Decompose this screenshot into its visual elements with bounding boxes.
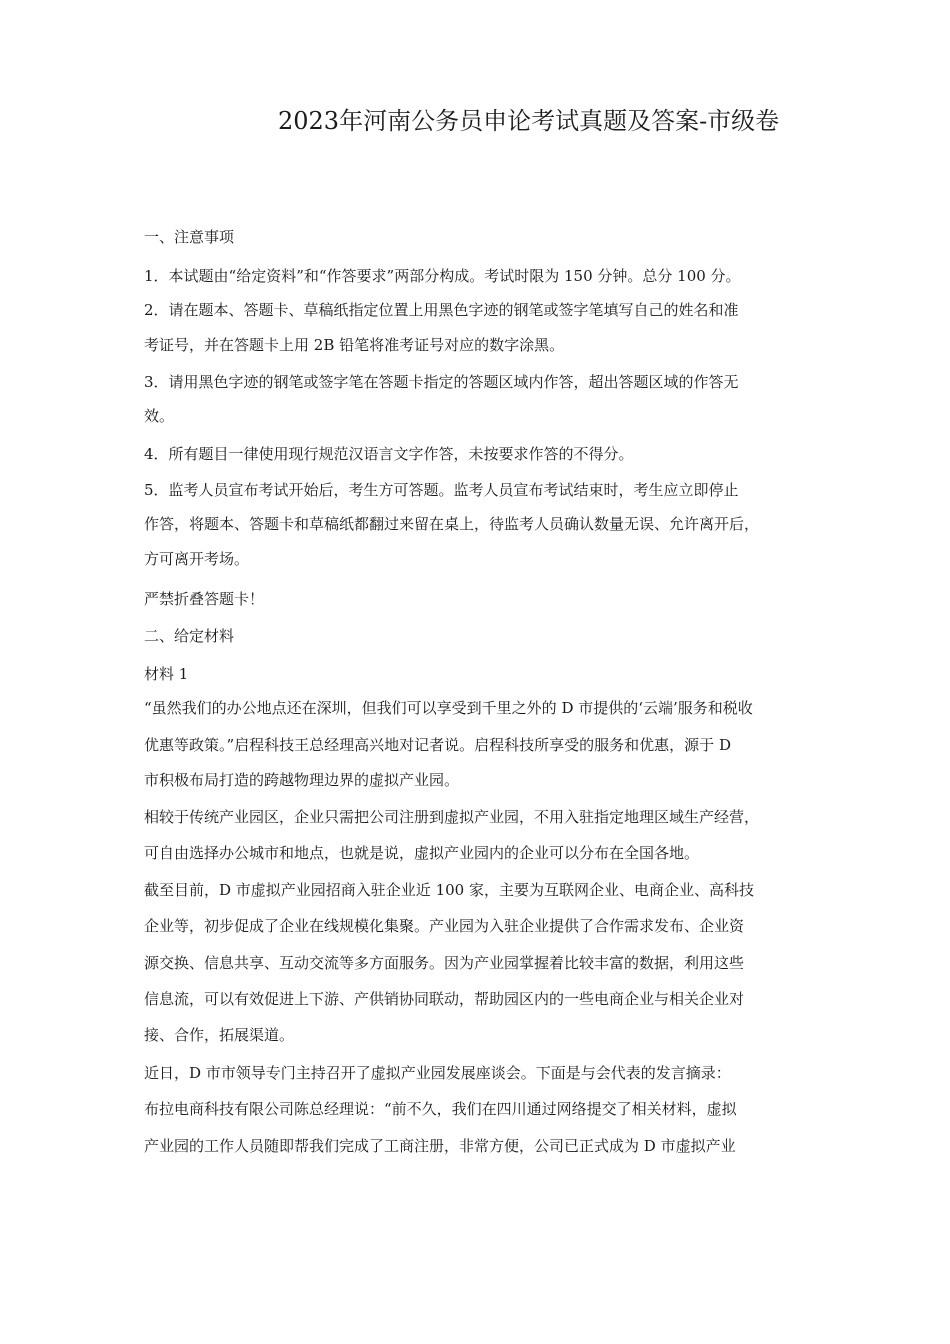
paragraph-line: 接、合作，拓展渠道。 — [144, 1026, 295, 1044]
paragraph-line: 布拉电商科技有限公司陈总经理说：“前不久，我们在四川通过网络提交了相关材料，虚拟 — [144, 1100, 737, 1118]
notice-item-3: 3．请用黑色字迹的钢笔或签字笔在答题卡指定的答题区域内作答，超出答题区域的作答无 — [144, 373, 739, 391]
paragraph-line: 相较于传统产业园区，企业只需把公司注册到虚拟产业园，不用入驻指定地理区域生产经营， — [144, 808, 760, 826]
notice-item-5-continued: 作答，将题本、答题卡和草稿纸都翻过来留在桌上，待监考人员确认数量无误、允许离开后， — [144, 515, 760, 533]
notice-item-5-end: 方可离开考场。 — [144, 550, 250, 568]
paragraph-line: 企业等，初步促成了企业在线规模化集聚。产业园为入驻企业提供了合作需求发布、企业资 — [144, 917, 745, 935]
paragraph-line: 信息流，可以有效促进上下游、产供销协同联动，帮助园区内的一些电商企业与相关企业对 — [144, 990, 745, 1008]
notice-item-1: 1．本试题由“给定资料”和“作答要求”两部分构成。考试时限为 150 分钟。总分 100 分。 — [144, 267, 741, 285]
section-heading-materials: 二、给定材料 — [144, 627, 235, 645]
notice-item-3-continued: 效。 — [144, 407, 175, 425]
paragraph-line: 产业园的工作人员随即帮我们完成了工商注册，非常方便，公司已正式成为 D 市虚拟产业 — [144, 1137, 736, 1155]
paragraph-line: 源交换、信息共享、互动交流等多方面服务。因为产业园掌握着比较丰富的数据，利用这些 — [144, 954, 745, 972]
warning-no-fold: 严禁折叠答题卡！ — [144, 590, 265, 608]
paragraph-line: 市积极布局打造的跨越物理边界的虚拟产业园。 — [144, 771, 460, 789]
paragraph-line: 近日，D 市市领导专门主持召开了虚拟产业园发展座谈会。下面是与会代表的发言摘录： — [144, 1064, 731, 1082]
notice-item-5: 5．监考人员宣布考试开始后，考生方可答题。监考人员宣布考试结束时，考生应立即停止 — [144, 481, 739, 499]
paragraph-line: 可自由选择办公城市和地点，也就是说，虚拟产业园内的企业可以分布在全国各地。 — [144, 844, 700, 862]
notice-item-2: 2．请在题本、答题卡、草稿纸指定位置上用黑色字迹的钢笔或签字笔填写自己的姓名和准 — [144, 301, 739, 319]
paragraph-line: 优惠等政策。”启程科技王总经理高兴地对记者说。启程科技所享受的服务和优惠，源于 D — [144, 736, 731, 754]
material-1-heading: 材料 1 — [144, 665, 189, 683]
notice-item-2-continued: 考证号，并在答题卡上用 2B 铅笔将准考证号对应的数字涂黑。 — [144, 336, 565, 354]
paragraph-line: 截至目前，D 市虚拟产业园招商入驻企业近 100 家，主要为互联网企业、电商企业、高科技 — [144, 881, 754, 899]
paragraph-line: “虽然我们的办公地点还在深圳，但我们可以享受到千里之外的 D 市提供的‘云端’服务和税收 — [144, 699, 753, 717]
notice-item-4: 4．所有题目一律使用现行规范汉语言文字作答，未按要求作答的不得分。 — [144, 445, 634, 463]
document-title: 2023年河南公务员申论考试真题及答案-市级卷 — [278, 107, 780, 135]
section-heading-notes: 一、注意事项 — [144, 228, 235, 246]
